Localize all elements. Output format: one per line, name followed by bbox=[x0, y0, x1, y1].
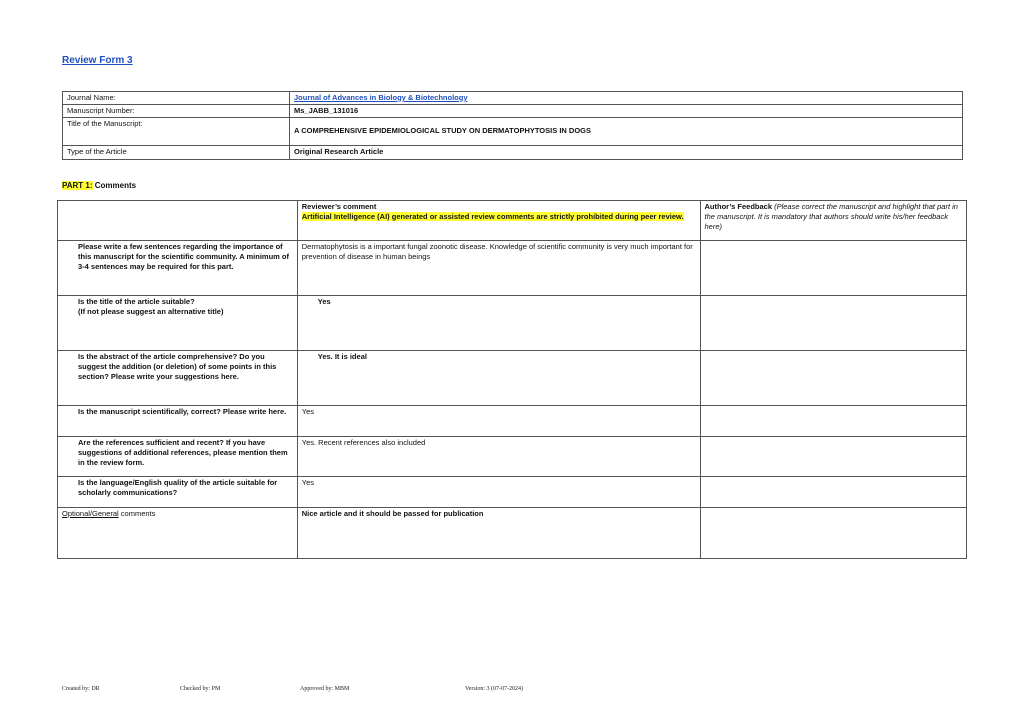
comment-row bbox=[58, 477, 967, 508]
article-type-value: Original Research Article bbox=[290, 145, 963, 159]
article-type-row bbox=[63, 145, 963, 159]
footer-created-by: Created by: DR bbox=[62, 686, 100, 692]
optional-comments-row bbox=[58, 508, 967, 559]
question-cell: Is the language/English quality of the article suitable for scholarly communications? bbox=[58, 477, 298, 508]
author-feedback-title: Author’s Feedback bbox=[704, 202, 773, 211]
optional-comment-cell: Nice article and it should be passed for publication bbox=[297, 508, 700, 559]
optional-comments-label-rest: comments bbox=[118, 509, 156, 518]
reviewer-comment-cell: Dermatophytosis is a important fungal zoonotic disease. Knowledge of scientific community is very much important for prevention of disease in human beings bbox=[297, 241, 700, 296]
question-cell: Is the title of the article suitable? (If not please suggest an alternative title) bbox=[58, 296, 298, 351]
author-feedback-note: (Please correct the manuscript and highlight that part in the manuscript. It is mandatory that authors should write his/her feedback here) bbox=[704, 202, 958, 231]
part-title: Comments bbox=[92, 181, 137, 190]
reviewer-ai-note-wrap bbox=[302, 212, 696, 222]
comment-row bbox=[58, 406, 967, 437]
optional-comments-label-cell bbox=[58, 508, 298, 559]
question-cell: Please write a few sentences regarding the importance of this manuscript for the scientific community. A minimum of 3-4 sentences may be required for this part. bbox=[58, 241, 298, 296]
reviewer-comment-cell: Yes. Recent references also included bbox=[297, 437, 700, 477]
part-number: PART 1: bbox=[62, 181, 93, 190]
reviewer-comment-cell: Yes bbox=[297, 296, 700, 351]
part-heading bbox=[62, 181, 136, 190]
article-type-label: Type of the Article bbox=[63, 145, 290, 159]
reviewer-header-title: Reviewer’s comment bbox=[301, 202, 377, 211]
reviewer-comment-cell: Yes bbox=[297, 406, 700, 437]
manuscript-number-row bbox=[63, 104, 963, 117]
form-title: Review Form 3 bbox=[62, 55, 133, 66]
footer-version: Version: 3 (07-07-2024) bbox=[465, 686, 523, 692]
author-feedback-cell[interactable] bbox=[700, 241, 967, 296]
optional-general-label: Optional/General bbox=[62, 509, 119, 518]
manuscript-title-value-cell bbox=[290, 117, 963, 145]
author-feedback-cell[interactable] bbox=[700, 437, 967, 477]
author-feedback-cell[interactable] bbox=[700, 351, 967, 406]
optional-author-feedback-cell[interactable] bbox=[700, 508, 967, 559]
manuscript-number-label: Manuscript Number: bbox=[63, 104, 290, 117]
comments-table bbox=[57, 200, 967, 559]
journal-label: Journal Name: bbox=[63, 92, 290, 105]
manuscript-info-table bbox=[62, 91, 963, 160]
journal-value-cell bbox=[290, 92, 963, 105]
manuscript-number-value: Ms_JABB_131016 bbox=[290, 104, 963, 117]
journal-link[interactable]: Journal of Advances in Biology & Biotechnology bbox=[294, 93, 468, 102]
footer-approved-by: Approved by: MBM bbox=[300, 686, 350, 692]
manuscript-title-row bbox=[63, 117, 963, 145]
author-feedback-cell[interactable] bbox=[700, 477, 967, 508]
author-feedback-header-cell bbox=[700, 201, 967, 241]
author-feedback-cell[interactable] bbox=[700, 296, 967, 351]
question-cell: Are the references sufficient and recent? If you have suggestions of additional references, please mention them in the review form. bbox=[58, 437, 298, 477]
comment-row bbox=[58, 351, 967, 406]
comment-row bbox=[58, 437, 967, 477]
reviewer-ai-note: Artificial Intelligence (AI) generated or assisted review comments are strictly prohibited during peer review. bbox=[301, 211, 684, 221]
reviewer-comment-cell: Yes. It is ideal bbox=[297, 351, 700, 406]
journal-row bbox=[63, 92, 963, 105]
comment-row bbox=[58, 296, 967, 351]
question-cell: Is the abstract of the article comprehensive? Do you suggest the addition (or deletion) of some points in this section? Please write your suggestions here. bbox=[58, 351, 298, 406]
question-cell: Is the manuscript scientifically, correct? Please write here. bbox=[58, 406, 298, 437]
comment-row bbox=[58, 241, 967, 296]
author-feedback-cell[interactable] bbox=[700, 406, 967, 437]
manuscript-title-label: Title of the Manuscript: bbox=[63, 117, 290, 145]
reviewer-comment-cell: Yes bbox=[297, 477, 700, 508]
header-empty-cell bbox=[58, 201, 298, 241]
footer-checked-by: Checked by: PM bbox=[180, 686, 221, 692]
manuscript-title-value: A COMPREHENSIVE EPIDEMIOLOGICAL STUDY ON DERMATOPHYTOSIS IN DOGS bbox=[294, 126, 591, 136]
reviewer-header-cell bbox=[297, 201, 700, 241]
comments-header-row bbox=[58, 201, 967, 241]
